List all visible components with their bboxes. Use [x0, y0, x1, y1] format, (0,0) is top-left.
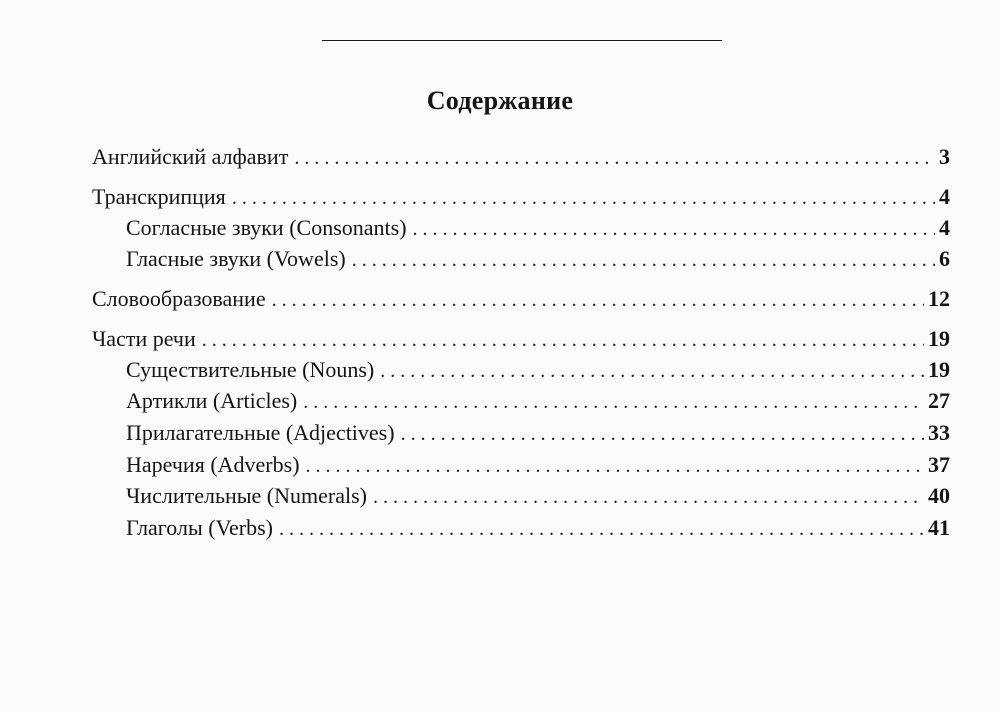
dot-leader: [294, 143, 935, 173]
toc-entry: [126, 355, 950, 385]
toc-entry-label: Артикли (Articles): [126, 388, 298, 413]
toc-entry-label: Прилагательные (Adjectives): [126, 420, 395, 445]
dot-leader: [232, 183, 935, 213]
toc-entry: [126, 450, 950, 480]
dot-leader: [380, 356, 924, 386]
toc-entry-label: Наречия (Adverbs): [126, 452, 300, 477]
toc-entry: [126, 481, 950, 511]
toc-entry-page: 40: [928, 483, 950, 508]
toc-entry-label: Глаголы (Verbs): [126, 515, 274, 540]
toc-entry: [92, 182, 950, 212]
dot-leader: [373, 482, 924, 512]
toc-entry: [126, 213, 950, 243]
dot-leader: [279, 514, 924, 544]
toc-entry-label: Числительные (Numerals): [126, 483, 367, 508]
toc-entry-label: Транскрипция: [92, 184, 226, 209]
contents-title: Содержание: [426, 86, 574, 115]
toc-entry-page: 6: [939, 246, 950, 271]
toc-entry-page: 4: [939, 184, 950, 209]
toc-entry-page: 41: [928, 515, 950, 540]
toc-entry-label: Английский алфавит: [92, 144, 289, 169]
dot-leader: [352, 245, 935, 275]
dot-leader: [303, 387, 924, 417]
toc-entry-label: Согласные звуки (Consonants): [126, 215, 407, 240]
toc-entry: [126, 386, 950, 416]
toc-entry-label: Словообразование: [92, 286, 266, 311]
toc-entry-page: 27: [928, 388, 950, 413]
toc-entry: [92, 142, 950, 172]
toc-entry-page: 19: [928, 326, 950, 351]
toc-entry-label: Части речи: [92, 326, 196, 351]
toc-entry-page: 19: [928, 357, 950, 382]
dot-leader: [306, 451, 924, 481]
toc-entry-page: 33: [928, 420, 950, 445]
toc-entry: [92, 324, 950, 354]
dot-leader: [413, 214, 935, 244]
toc-entry: [126, 418, 950, 448]
header-rule: [322, 40, 722, 41]
toc-entry: [92, 284, 950, 314]
toc-entry-page: 12: [928, 286, 950, 311]
dot-leader: [202, 325, 924, 355]
toc-entry: [126, 513, 950, 543]
toc-entry-page: 3: [939, 144, 950, 169]
dot-leader: [401, 419, 924, 449]
toc-entry-label: Существительные (Nouns): [126, 357, 375, 382]
dot-leader: [272, 285, 924, 315]
toc-entry-label: Гласные звуки (Vowels): [126, 246, 346, 271]
toc-entry-page: 37: [928, 452, 950, 477]
toc-entry-page: 4: [939, 215, 950, 240]
toc-entry: [126, 244, 950, 274]
